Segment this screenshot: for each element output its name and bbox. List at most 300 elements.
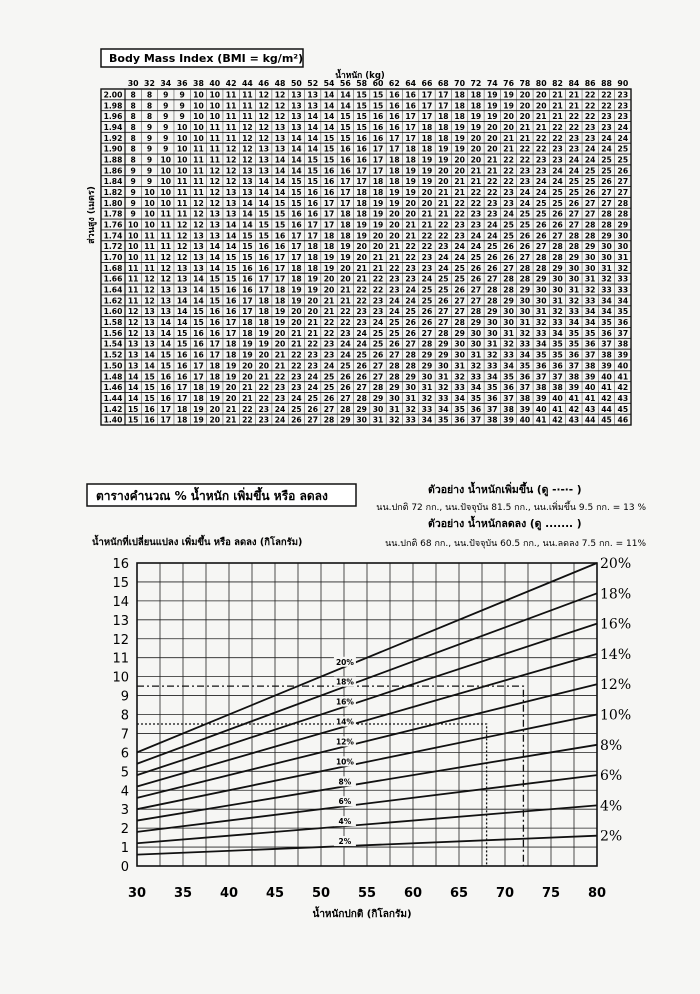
bmi-cell: 13 — [176, 285, 188, 295]
bmi-cell: 14 — [160, 328, 172, 338]
bmi-cell: 24 — [307, 372, 318, 382]
bmi-cell: 17 — [438, 101, 449, 111]
bmi-cell: 42 — [552, 415, 563, 425]
bmi-cell: 10 — [144, 220, 155, 230]
y-tick-label: 9 — [120, 689, 129, 705]
bmi-cell: 27 — [323, 404, 335, 414]
bmi-cell: 15 — [144, 372, 155, 382]
bmi-cell: 25 — [519, 209, 531, 219]
bmi-cell: 20 — [421, 198, 433, 208]
bmi-cell: 20 — [519, 101, 531, 111]
bmi-cell: 20 — [486, 122, 498, 132]
bmi-cell: 33 — [470, 372, 482, 382]
bmi-cell: 11 — [209, 155, 221, 165]
bmi-cell: 12 — [258, 90, 270, 100]
bmi-cell: 18 — [323, 231, 335, 241]
bmi-cell: 27 — [519, 253, 531, 263]
bmi-cell: 21 — [405, 231, 416, 241]
bmi-cell: 30 — [552, 285, 563, 295]
bmi-cell: 23 — [470, 220, 482, 230]
bmi-cell: 17 — [405, 133, 416, 143]
bmi-cell: 27 — [601, 198, 612, 208]
bmi-cell: 11 — [193, 166, 204, 176]
weight-header-48: 48 — [274, 79, 286, 88]
bmi-cell: 18 — [421, 133, 433, 143]
bmi-cell: 11 — [225, 112, 237, 122]
bmi-cell: 22 — [323, 328, 335, 338]
bmi-cell: 25 — [601, 166, 612, 176]
bmi-cell: 16 — [225, 307, 237, 317]
y-tick-label: 2 — [120, 822, 129, 838]
bmi-cell: 18 — [258, 307, 270, 317]
series-right-label: 6% — [600, 768, 623, 785]
bmi-cell: 23 — [519, 166, 531, 176]
bmi-cell: 15 — [356, 122, 367, 132]
bmi-cell: 16 — [225, 285, 237, 295]
bmi-cell: 24 — [486, 231, 498, 241]
bmi-cell: 15 — [225, 253, 237, 263]
bmi-cell: 41 — [552, 404, 563, 414]
bmi-cell: 27 — [601, 188, 612, 198]
bmi-cell: 21 — [274, 350, 286, 360]
series-right-label: 8% — [600, 737, 623, 754]
bmi-cell: 14 — [340, 101, 351, 111]
bmi-cell: 24 — [552, 166, 563, 176]
bmi-cell: 24 — [601, 144, 612, 154]
bmi-cell: 26 — [340, 383, 351, 393]
bmi-cell: 16 — [372, 112, 384, 122]
series-inline-label: 12% — [335, 737, 354, 747]
bmi-cell: 23 — [291, 372, 302, 382]
bmi-cell: 13 — [160, 307, 172, 317]
bmi-cell: 41 — [601, 383, 612, 393]
bmi-cell: 33 — [519, 339, 531, 349]
bmi-cell: 13 — [274, 122, 286, 132]
bmi-cell: 37 — [519, 383, 531, 393]
bmi-cell: 15 — [193, 307, 204, 317]
bmi-cell: 30 — [535, 296, 547, 306]
bmi-cell: 11 — [193, 155, 204, 165]
bmi-cell: 34 — [584, 318, 596, 328]
bmi-cell: 25 — [340, 361, 351, 371]
bmi-cell: 13 — [160, 296, 172, 306]
bmi-cell: 27 — [568, 209, 580, 219]
bmi-cell: 30 — [470, 339, 482, 349]
bmi-cell: 34 — [470, 383, 482, 393]
bmi-cell: 20 — [454, 155, 465, 165]
bmi-cell: 31 — [454, 361, 465, 371]
bmi-cell: 14 — [176, 296, 188, 306]
bmi-cell: 20 — [274, 328, 286, 338]
bmi-cell: 27 — [438, 307, 449, 317]
bmi-cell: 8 — [146, 90, 153, 100]
bmi-cell: 24 — [503, 209, 514, 219]
bmi-cell: 16 — [389, 90, 400, 100]
x-tick-label: 65 — [449, 886, 469, 901]
bmi-cell: 12 — [127, 328, 139, 338]
bmi-cell: 27 — [356, 383, 367, 393]
bmi-cell: 14 — [193, 296, 204, 306]
bmi-cell: 22 — [503, 166, 514, 176]
bmi-cell: 28 — [470, 307, 482, 317]
bmi-cell: 10 — [176, 166, 188, 176]
bmi-cell: 16 — [389, 122, 400, 132]
bmi-cell: 28 — [535, 263, 547, 273]
series-inline-label: 6% — [338, 797, 352, 807]
bmi-cell: 26 — [503, 242, 514, 252]
bmi-cell: 20 — [519, 112, 531, 122]
bmi-cell: 28 — [601, 220, 612, 230]
bmi-cell: 22 — [552, 122, 563, 132]
bmi-cell: 30 — [552, 274, 563, 284]
bmi-cell: 20 — [470, 144, 482, 154]
bmi-cell: 21 — [421, 209, 433, 219]
bmi-cell: 14 — [323, 122, 335, 132]
bmi-cell: 15 — [323, 133, 335, 143]
bmi-cell: 20 — [470, 155, 482, 165]
bmi-cell: 21 — [519, 133, 531, 143]
bmi-cell: 26 — [552, 220, 563, 230]
bmi-cell: 26 — [405, 328, 416, 338]
height-label-1.98: 1.98 — [103, 101, 123, 111]
bmi-cell: 9 — [163, 144, 169, 154]
bmi-cell: 18 — [225, 350, 237, 360]
example-loss-title: ตัวอย่าง น้ำหนักลดลง (ดู ....... ) — [428, 518, 582, 530]
bmi-cell: 25 — [617, 144, 629, 154]
bmi-cell: 21 — [552, 101, 563, 111]
bmi-cell: 16 — [209, 318, 221, 328]
bmi-cell: 10 — [144, 188, 155, 198]
bmi-cell: 22 — [421, 231, 433, 241]
bmi-cell: 18 — [242, 328, 253, 338]
bmi-cell: 13 — [307, 90, 318, 100]
bmi-cell: 20 — [209, 415, 221, 425]
bmi-cell: 21 — [323, 296, 335, 306]
bmi-cell: 9 — [130, 177, 136, 187]
bmi-cell: 14 — [144, 350, 155, 360]
bmi-cell: 15 — [193, 318, 204, 328]
bmi-cell: 18 — [193, 393, 204, 403]
bmi-cell: 25 — [584, 166, 596, 176]
bmi-cell: 17 — [274, 253, 286, 263]
y-tick-label: 14 — [112, 594, 129, 610]
bmi-cell: 23 — [535, 166, 547, 176]
bmi-cell: 36 — [486, 393, 498, 403]
height-label-1.82: 1.82 — [103, 188, 123, 198]
bmi-cell: 19 — [389, 188, 400, 198]
bmi-cell: 20 — [535, 90, 547, 100]
bmi-cell: 12 — [242, 155, 253, 165]
bmi-cell: 13 — [144, 328, 155, 338]
bmi-cell: 22 — [584, 101, 596, 111]
bmi-cell: 24 — [617, 122, 629, 132]
bmi-cell: 17 — [258, 285, 270, 295]
weight-header-54: 54 — [323, 79, 335, 88]
bmi-cell: 9 — [130, 198, 136, 208]
bmi-cell: 9 — [179, 90, 185, 100]
bmi-cell: 9 — [146, 166, 153, 176]
bmi-cell: 9 — [163, 133, 169, 143]
bmi-cell: 23 — [601, 112, 612, 122]
bmi-cell: 20 — [389, 220, 400, 230]
bmi-cell: 16 — [323, 188, 335, 198]
bmi-cell: 26 — [552, 209, 563, 219]
bmi-cell: 15 — [340, 133, 351, 143]
bmi-cell: 18 — [438, 122, 449, 132]
bmi-cell: 42 — [617, 383, 629, 393]
bmi-cell: 11 — [209, 144, 221, 154]
bmi-cell: 9 — [179, 112, 185, 122]
bmi-cell: 17 — [242, 307, 253, 317]
bmi-cell: 12 — [144, 274, 155, 284]
bmi-cell: 31 — [584, 274, 596, 284]
bmi-cell: 9 — [130, 166, 136, 176]
bmi-cell: 26 — [356, 372, 367, 382]
bmi-cell: 18 — [372, 177, 384, 187]
bmi-cell: 34 — [519, 350, 531, 360]
bmi-cell: 33 — [601, 285, 612, 295]
bmi-cell: 31 — [438, 372, 449, 382]
bmi-cell: 16 — [193, 339, 204, 349]
bmi-cell: 20 — [372, 242, 384, 252]
bmi-cell: 14 — [274, 166, 286, 176]
bmi-cell: 10 — [176, 155, 188, 165]
bmi-cell: 9 — [146, 144, 153, 154]
bmi-cell: 35 — [617, 307, 629, 317]
bmi-cell: 18 — [454, 90, 465, 100]
bmi-cell: 21 — [307, 328, 318, 338]
bmi-cell: 26 — [389, 339, 400, 349]
bmi-cell: 30 — [568, 274, 580, 284]
bmi-cell: 18 — [209, 361, 221, 371]
weight-header-86: 86 — [584, 79, 596, 88]
bmi-cell: 15 — [323, 155, 335, 165]
series-inline-label: 8% — [338, 777, 352, 787]
bmi-cell: 28 — [421, 339, 433, 349]
bmi-cell: 21 — [340, 285, 351, 295]
bmi-cell: 21 — [421, 220, 433, 230]
bmi-cell: 32 — [601, 274, 612, 284]
bmi-cell: 18 — [454, 112, 465, 122]
bmi-cell: 20 — [503, 122, 514, 132]
bmi-cell: 21 — [503, 133, 514, 143]
height-label-1.40: 1.40 — [103, 415, 123, 425]
bmi-cell: 26 — [405, 318, 416, 328]
bmi-cell: 13 — [274, 133, 286, 143]
bmi-cell: 24 — [421, 274, 433, 284]
bmi-cell: 10 — [193, 122, 204, 132]
bmi-cell: 20 — [209, 404, 221, 414]
weight-column-headers — [128, 79, 629, 88]
height-label-1.96: 1.96 — [103, 112, 123, 122]
bmi-cell: 22 — [438, 231, 449, 241]
bmi-cell: 11 — [176, 177, 188, 187]
bmi-cell: 22 — [519, 144, 531, 154]
bmi-cell: 38 — [617, 339, 629, 349]
bmi-cell: 10 — [127, 231, 139, 241]
bmi-cell: 16 — [291, 220, 302, 230]
bmi-title: Body Mass Index (BMI = kg/m²) — [109, 52, 304, 65]
bmi-cell: 25 — [438, 274, 449, 284]
bmi-cell: 15 — [291, 188, 302, 198]
bmi-cell: 15 — [274, 209, 286, 219]
bmi-cell: 40 — [601, 372, 612, 382]
bmi-cell: 30 — [601, 242, 612, 252]
bmi-cell: 21 — [389, 242, 400, 252]
bmi-cell: 25 — [535, 209, 547, 219]
bmi-cell: 19 — [209, 383, 221, 393]
bmi-cell: 14 — [127, 393, 139, 403]
bmi-cell: 20 — [225, 383, 237, 393]
bmi-cell: 18 — [340, 231, 351, 241]
bmi-cell: 24 — [535, 188, 547, 198]
bmi-cell: 14 — [242, 209, 253, 219]
bmi-cell: 13 — [225, 198, 237, 208]
bmi-cell: 15 — [372, 101, 384, 111]
bmi-cell: 27 — [617, 188, 629, 198]
bmi-cell: 23 — [454, 231, 465, 241]
bmi-cell: 18 — [356, 188, 367, 198]
bmi-cell: 24 — [486, 220, 498, 230]
bmi-cell: 15 — [225, 274, 237, 284]
height-label-1.88: 1.88 — [103, 155, 123, 165]
bmi-cell: 25 — [519, 220, 531, 230]
bmi-cell: 26 — [421, 307, 433, 317]
bmi-cell: 37 — [552, 372, 563, 382]
bmi-cell: 19 — [389, 198, 400, 208]
weight-header: น้ำหนัก (kg) — [335, 71, 385, 81]
bmi-cell: 16 — [225, 296, 237, 306]
bmi-cell: 23 — [503, 198, 514, 208]
bmi-cell: 16 — [242, 263, 253, 273]
bmi-cell: 31 — [519, 318, 531, 328]
bmi-cell: 12 — [242, 133, 253, 143]
bmi-cell: 28 — [568, 231, 580, 241]
bmi-cell: 16 — [176, 350, 188, 360]
bmi-cell: 23 — [519, 177, 531, 187]
bmi-cell: 10 — [209, 90, 221, 100]
bmi-cell: 45 — [601, 415, 612, 425]
bmi-cell: 11 — [160, 220, 172, 230]
y-tick-label: 1 — [120, 841, 129, 857]
bmi-cell: 30 — [519, 307, 531, 317]
bmi-cell: 13 — [225, 209, 237, 219]
bmi-cell: 15 — [258, 220, 270, 230]
bmi-cell: 33 — [552, 318, 563, 328]
bmi-cell: 26 — [568, 198, 580, 208]
bmi-cell: 23 — [552, 144, 563, 154]
bmi-cell: 15 — [372, 90, 384, 100]
bmi-cell: 13 — [242, 177, 253, 187]
bmi-cell: 10 — [144, 198, 155, 208]
bmi-cell: 15 — [307, 166, 318, 176]
bmi-cell: 17 — [291, 242, 302, 252]
bmi-cell: 32 — [584, 285, 596, 295]
y-tick-label: 13 — [112, 613, 129, 629]
bmi-cell: 24 — [405, 285, 416, 295]
height-label-1.78: 1.78 — [103, 209, 123, 219]
bmi-cell: 11 — [176, 198, 188, 208]
bmi-cell: 30 — [617, 231, 629, 241]
bmi-cell: 33 — [405, 415, 416, 425]
bmi-cell: 11 — [242, 90, 253, 100]
bmi-cell: 28 — [486, 285, 498, 295]
bmi-cell: 37 — [568, 361, 580, 371]
bmi-cell: 15 — [144, 393, 155, 403]
bmi-cell: 10 — [193, 112, 204, 122]
height-label-1.54: 1.54 — [103, 339, 123, 349]
bmi-cell: 11 — [160, 242, 172, 252]
bmi-cell: 20 — [307, 296, 318, 306]
bmi-cell: 21 — [340, 296, 351, 306]
bmi-cell: 23 — [601, 122, 612, 132]
bmi-cell: 16 — [209, 328, 221, 338]
bmi-cell: 28 — [552, 242, 563, 252]
bmi-cell: 21 — [552, 90, 563, 100]
weight-change-section — [87, 481, 646, 920]
bmi-cell: 28 — [503, 274, 514, 284]
bmi-cell: 29 — [503, 296, 514, 306]
bmi-cell: 11 — [193, 188, 204, 198]
bmi-cell: 13 — [291, 112, 302, 122]
bmi-cell: 23 — [372, 296, 384, 306]
bmi-cell: 22 — [356, 296, 367, 306]
bmi-cell: 29 — [519, 285, 531, 295]
weight-header-58: 58 — [356, 79, 368, 88]
bmi-cell: 41 — [617, 372, 629, 382]
bmi-cell: 28 — [519, 263, 531, 273]
bmi-cell: 19 — [486, 112, 498, 122]
bmi-cell: 19 — [291, 296, 302, 306]
bmi-cell: 24 — [274, 404, 286, 414]
bmi-cell: 23 — [568, 133, 580, 143]
bmi-cell: 36 — [503, 383, 514, 393]
bmi-cell: 12 — [127, 307, 139, 317]
bmi-cell: 13 — [291, 90, 302, 100]
bmi-cell: 17 — [176, 393, 188, 403]
bmi-cell: 11 — [160, 209, 172, 219]
bmi-cell: 14 — [340, 90, 351, 100]
bmi-cell: 41 — [568, 393, 580, 403]
bmi-table — [86, 49, 631, 425]
bmi-cell: 19 — [372, 198, 384, 208]
weight-header-82: 82 — [552, 79, 563, 88]
bmi-cell: 11 — [127, 296, 139, 306]
bmi-cell: 19 — [421, 166, 433, 176]
bmi-cell: 14 — [307, 112, 318, 122]
bmi-cell: 21 — [291, 328, 302, 338]
height-label-1.56: 1.56 — [103, 328, 123, 338]
bmi-cell: 21 — [323, 307, 335, 317]
series-inline-label: 4% — [338, 817, 352, 827]
bmi-cell: 16 — [258, 242, 270, 252]
bmi-cell: 14 — [274, 155, 286, 165]
bmi-cell: 14 — [160, 318, 172, 328]
bmi-cell: 20 — [486, 144, 498, 154]
bmi-cell: 16 — [160, 383, 172, 393]
bmi-cell: 30 — [617, 242, 629, 252]
weight-header-32: 32 — [144, 79, 155, 88]
bmi-cell: 25 — [291, 404, 302, 414]
bmi-cell: 10 — [193, 133, 204, 143]
bmi-cell: 12 — [242, 144, 253, 154]
weight-header-88: 88 — [601, 79, 612, 88]
bmi-cell: 23 — [438, 242, 449, 252]
bmi-cell: 23 — [584, 133, 596, 143]
bmi-cell: 22 — [552, 133, 563, 143]
example-loss-text: นน.ปกติ 68 กก., นน.ปัจจุบัน 60.5 กก., นน.ลดลง 7.5 กก. = 11% — [385, 539, 646, 549]
bmi-cell: 28 — [519, 274, 531, 284]
